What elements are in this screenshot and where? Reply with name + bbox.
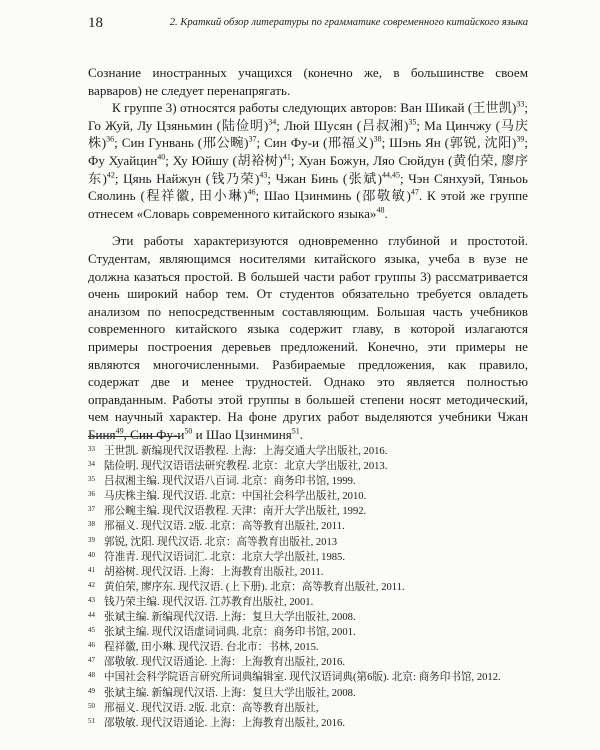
footnote-number: 33	[88, 445, 95, 453]
main-text	[88, 64, 528, 443]
footnote-ref-42: 42	[106, 170, 115, 180]
footnotes	[88, 444, 528, 731]
footnote-separator	[88, 436, 180, 437]
footnote-45	[88, 625, 528, 640]
footnote-46	[88, 640, 528, 655]
footnote-48	[88, 670, 528, 685]
footnote-37	[88, 504, 528, 519]
footnote-ref-43: 43	[259, 170, 268, 180]
footnote-41	[88, 565, 528, 580]
footnote-ref-48: 48	[376, 205, 385, 215]
footnote-34	[88, 459, 528, 474]
page-number: 18	[88, 15, 103, 31]
footnote-40	[88, 550, 528, 565]
footnote-text: 张斌主编. 新编现代汉语. 上海：复旦大学出版社, 2008.	[104, 687, 356, 699]
footnote-ref-46: 46	[247, 187, 256, 197]
footnote-number: 36	[88, 490, 95, 499]
footnote-text: 王世凯. 新编现代汉语教程. 上海：上海交通大学出版社, 2016.	[104, 446, 388, 457]
footnote-text: 邢福义. 现代汉语. 2版. 北京：高等教育出版社,	[104, 702, 319, 714]
footnote-ref-34: 34	[268, 117, 277, 127]
footnote-text: 符准青. 现代汉语词汇. 北京：北京大学出版社, 1985.	[104, 551, 346, 563]
footnote-ref-39: 39	[516, 135, 525, 145]
footnote-33	[88, 444, 528, 459]
footnote-text: 黄伯荣, 廖序东. 现代汉语. (上下册). 北京：高等教育出版社, 2011.	[104, 581, 405, 593]
footnote-text: 陆俭明. 现代汉语语法研究教程. 北京：北京大学出版社, 2013.	[104, 461, 388, 473]
footnote-text: 邵敬敏. 现代汉语通论. 上海：上海教育出版社, 2016.	[104, 657, 346, 669]
footnote-number: 42	[88, 580, 95, 589]
footnote-ref-49: 49	[115, 426, 124, 436]
footnote-36	[88, 489, 528, 504]
footnote-text: 郭锐, 沈阳. 现代汉语. 北京：高等教育出版社, 2013	[104, 536, 338, 548]
footnote-ref-47: 47	[410, 187, 419, 197]
footnote-47	[88, 655, 528, 670]
footnote-number: 51	[88, 716, 95, 725]
footnote-number: 41	[88, 565, 95, 574]
footnote-text: 邢福义. 现代汉语. 2版. 北京：高等教育出版社, 2011.	[104, 521, 345, 533]
footnote-text: 吕叔湘主编. 现代汉语八百词. 北京：商务印书馆, 1999.	[104, 476, 356, 488]
footnote-ref-36: 36	[106, 135, 115, 145]
footnote-ref-38: 38	[373, 135, 382, 145]
footnote-number: 34	[88, 460, 95, 469]
footnote-text: 中国社会科学院语言研究所词典编辑室. 现代汉语词典(第6版). 北京: 商务印书馆, 2012.	[104, 672, 501, 684]
footnote-42	[88, 580, 528, 595]
footnote-text: 张斌主编. 现代汉语虚词词典. 北京：商务印书馆, 2001.	[104, 627, 356, 639]
footnote-ref-51: 51	[291, 426, 300, 436]
footnote-38	[88, 519, 528, 534]
footnote-text: 邵敬敏. 现代汉语通论. 上海：上海教育出版社, 2016.	[104, 717, 346, 729]
footnote-number: 38	[88, 520, 95, 529]
footnote-ref-40: 40	[157, 152, 166, 162]
footnote-39	[88, 535, 528, 550]
footnote-49	[88, 686, 528, 701]
footnote-text: 钱乃荣主编. 现代汉语. 江苏教育出版社, 2001.	[104, 596, 314, 608]
footnote-ref-50: 50	[184, 426, 193, 436]
footnote-number: 48	[88, 671, 95, 680]
footnote-number: 45	[88, 626, 95, 635]
footnote-50	[88, 701, 528, 716]
running-head: 2. Краткий обзор литературы по грамматике современного китайского языка	[169, 17, 528, 28]
footnote-text: 程祥徽, 田小琳. 现代汉语. 台北市：书林, 2015.	[104, 642, 319, 654]
footnote-ref-33: 33	[516, 99, 525, 109]
footnote-number: 44	[88, 611, 95, 620]
footnote-ref-35: 35	[408, 117, 417, 127]
footnote-43	[88, 595, 528, 610]
footnote-number: 47	[88, 656, 95, 665]
footnote-number: 37	[88, 505, 95, 514]
footnote-number: 35	[88, 475, 95, 484]
footnote-number: 40	[88, 550, 95, 559]
footnote-number: 46	[88, 641, 95, 650]
footnote-ref-44-45: 44,45	[381, 170, 400, 180]
footnote-text: 胡裕树. 现代汉语. 上海：上海教育出版社, 2011.	[104, 566, 324, 578]
page-header	[88, 14, 528, 32]
footnote-text: 马庆株主编. 现代汉语. 北京：中国社会科学出版社, 2010.	[104, 491, 367, 503]
footnote-ref-41: 41	[282, 152, 291, 162]
footnote-text: 张斌主编. 新编现代汉语. 上海：复旦大学出版社, 2008.	[104, 612, 356, 624]
footnote-number: 39	[88, 535, 95, 544]
paragraph-2: К группе 3) относятся работы следующих авторов: Ван Шикай (王世凯)$^{33}$; Го Жуй, Лу Цзяньмин (陆俭明)$^{34}$; Люй Шусян (吕叔湘)$^{35}$; Ма Цинчжу (马庆株)$^{36}$; Син Гунвань (邢公畹)$^{37}$; Син Фу-и (邢福义)$^{38}$; Шэнь Ян (郭锐, 沈阳)$^{39}$; Фу Хуайцин$^{40}$; Ху Юйшу (胡裕树)$^{41}$; Хуан Божун, Ляо Сюйдун (黄伯荣, 廖序东)$^{42}$; Цянь Найжун (钱乃荣)$^{43}$; Чжан Бинь (张斌)$^{44,45}$; Чэн Сянхуэй, Тяньоь Сяолинь (程祥徽, 田小琳)$^{46}$; Шао Цзинминь (邵敬敏)$^{47}$. К этой же группе отнесем «Словарь современного китайского языка»$^{48}$.	[88, 99, 529, 221]
footnote-ref-37: 37	[248, 135, 257, 145]
footnote-number: 49	[88, 686, 95, 695]
paragraph-1: Сознание иностранных учащихся (конечно же, в большинстве своем варваров) не следует перенапрягать.	[88, 65, 528, 98]
footnote-text: 邢公畹主编. 现代汉语教程. 天津：南开大学出版社, 1992.	[104, 506, 367, 518]
paragraph-3: Эти работы характеризуются одновременно глубиной и простотой. Студентам, являющимся носителями китайского языка, учеба в вузе не должна казаться простой. В большей части работ группы 3) рассматривается очень широкий набор тем. От студентов обязательно требуется овладеть анализом по непосредственным составляющим. Большая часть учебников современного китайского языка содержит главу, в которой излагаются примеры построения деревьев предложений. Конечно, эти примеры не являются многочисленными. Разбираемые предложения, как правило, содержат две и менее трудностей. Однако это является полностью оправданным. Работы этой группы в большей степени носят методический, чем научный характер. На фоне других работ выделяются учебники Чжан Биня$^{49}$, Син $Фу-и^{50}$ и Шао Цзинминя$^{51}$.	[88, 233, 528, 442]
footnote-51	[88, 716, 528, 731]
footnote-35	[88, 474, 528, 489]
footnote-number: 43	[88, 595, 95, 604]
footnote-number: 50	[88, 701, 95, 710]
footnote-44	[88, 610, 528, 625]
